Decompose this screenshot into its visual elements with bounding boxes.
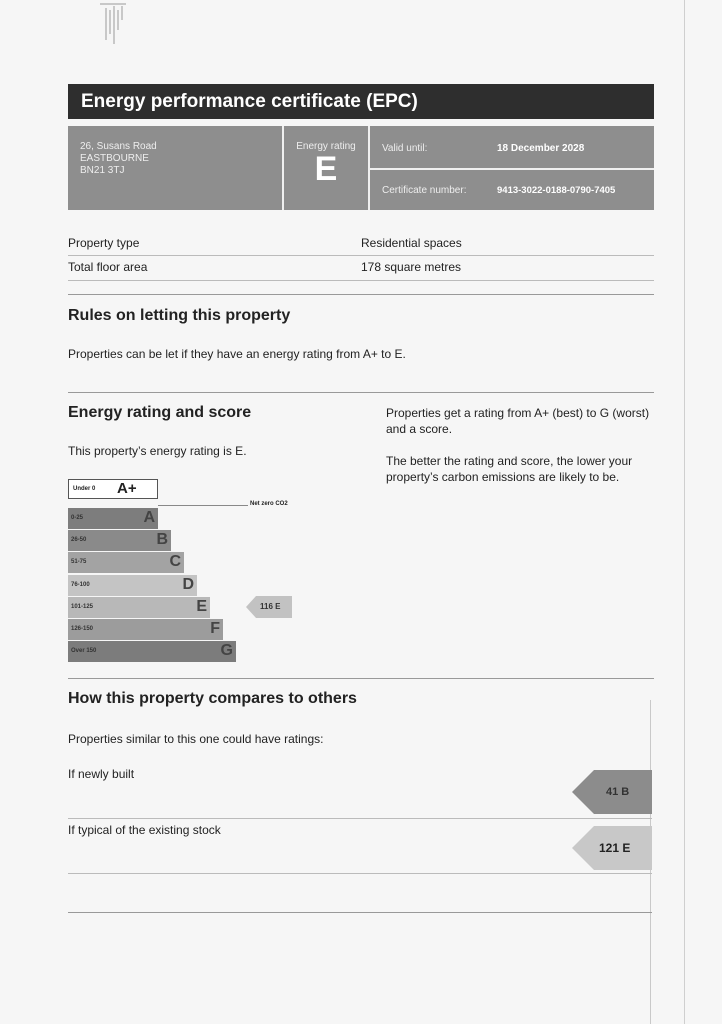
- address-line: EASTBOURNE: [80, 153, 149, 164]
- compare-rating-value: 121 E: [599, 841, 631, 855]
- row-divider: [68, 255, 654, 256]
- energy-rating-letter: E: [314, 150, 338, 188]
- row-divider: [68, 280, 654, 281]
- compare-intro: Properties similar to this one could have ratings:: [68, 732, 324, 746]
- rules-heading: Rules on letting this property: [68, 307, 291, 324]
- current-rating-label: 116 E: [260, 602, 281, 611]
- band-letter: C: [169, 553, 181, 571]
- compare-row-label: If newly built: [68, 767, 135, 781]
- certificate-number-label: Certificate number:: [382, 185, 467, 196]
- band-letter: B: [156, 531, 168, 549]
- rating-band-d: [68, 575, 197, 596]
- band-letter: E: [196, 597, 207, 615]
- band-letter: A: [143, 509, 155, 526]
- address-line: BN21 3TJ: [80, 165, 125, 176]
- energy-rating-label: Energy rating: [296, 141, 356, 152]
- band-range: 76-100: [71, 581, 90, 588]
- band-letter: D: [182, 575, 194, 593]
- row-divider: [68, 818, 652, 819]
- valid-until-label: Valid until:: [382, 143, 428, 154]
- energy-rating-text: This property’s energy rating is E.: [68, 444, 247, 458]
- rating-band-c: [68, 552, 184, 573]
- section-divider: [68, 912, 652, 913]
- rules-text: Properties can be let if they have an energy rating from A+ to E.: [68, 347, 406, 361]
- valid-until-value: 18 December 2028: [497, 143, 585, 154]
- band-range: 0-25: [71, 515, 84, 521]
- band-letter: F: [210, 620, 220, 637]
- band-letter: A+: [117, 480, 137, 497]
- rating-band-a: [68, 508, 158, 529]
- compare-heading: How this property compares to others: [68, 690, 357, 707]
- floor-area-label: Total floor area: [68, 260, 148, 274]
- band-range: 51-75: [71, 559, 87, 566]
- scan-mark-icon: [96, 0, 132, 46]
- floor-area-value: 178 square metres: [361, 260, 462, 274]
- page-edge: [684, 0, 685, 1024]
- rating-band-f: [68, 619, 223, 640]
- certificate-number-value: 9413-3022-0188-0790-7405: [497, 185, 616, 196]
- address-block: [80, 141, 157, 177]
- band-range: Under 0: [73, 486, 96, 492]
- section-divider: [68, 392, 654, 393]
- net-zero-label: Net zero CO2: [250, 501, 288, 507]
- band-range: 26-50: [71, 537, 87, 544]
- net-zero-line: [158, 505, 248, 506]
- rating-band-e: [68, 597, 210, 618]
- compare-rating-value: 41 B: [606, 786, 630, 798]
- property-type-value: Residential spaces: [361, 236, 462, 250]
- energy-rating-heading: Energy rating and score: [68, 404, 252, 421]
- section-divider: [68, 294, 654, 295]
- band-range: 101-125: [71, 603, 94, 610]
- rating-explanation: The better the rating and score, the lower your property’s carbon emissions are likely to be.: [386, 454, 633, 484]
- row-divider: [68, 873, 652, 874]
- rating-band-g: [68, 641, 236, 662]
- info-divider: [370, 168, 654, 170]
- rating-explanation: Properties get a rating from A+ (best) to G (worst) and a score.: [386, 406, 650, 436]
- page-title: Energy performance certificate (EPC): [68, 84, 654, 119]
- section-divider: [68, 678, 654, 679]
- compare-row-label: If typical of the existing stock: [68, 823, 221, 837]
- band-range: 126-150: [71, 626, 94, 632]
- band-letter: G: [220, 642, 233, 660]
- property-type-label: Property type: [68, 236, 140, 250]
- address-line: 26, Susans Road: [80, 141, 157, 152]
- rating-band-b: [68, 530, 171, 551]
- rating-band-aplus: [68, 479, 158, 499]
- band-range: Over 150: [71, 648, 97, 655]
